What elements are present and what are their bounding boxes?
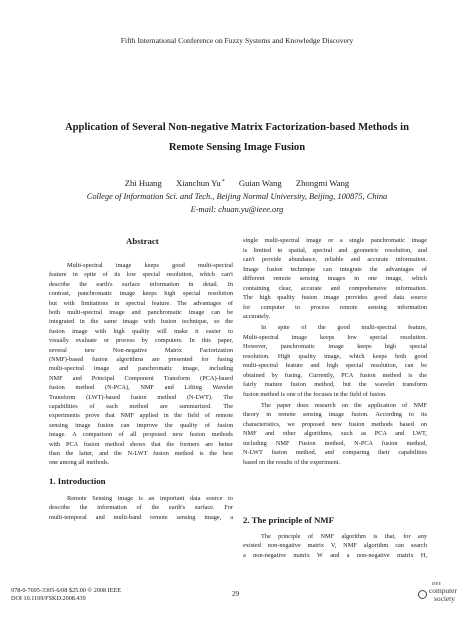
text-line: feature in spite of its low special resolution, which can't bbox=[49, 271, 233, 279]
email: E-mail: chuan.yu@ieee.org bbox=[190, 205, 284, 214]
text-line: Multi-spectral image keeps good multi-spectral bbox=[67, 262, 233, 269]
text-line: can't provide abundance, reliable and accurate information. bbox=[243, 256, 427, 263]
paper-title bbox=[30, 118, 444, 158]
text-line: with PCA fusion method shows that the formers are better bbox=[49, 440, 233, 448]
text-line: including NMF Fusion method, N-PCA fusion method, bbox=[243, 439, 427, 447]
section2-heading: 2. The principle of NMF bbox=[243, 515, 334, 525]
text-line: describe the information of the earth's surface. For bbox=[49, 504, 233, 512]
text-line: but with limitations in spectral feature. The advantages of bbox=[49, 299, 233, 307]
logo-line-2: society bbox=[434, 594, 455, 603]
author-name: Zhi Huang bbox=[124, 178, 162, 188]
footer-copyright bbox=[11, 587, 121, 603]
text-line: both multi-spectral image and panchromatic image can be bbox=[49, 309, 233, 316]
logo-ieee-text: IEEE bbox=[432, 581, 442, 586]
text-line: for computer to process remote sensing information bbox=[243, 303, 427, 311]
author-name: Zhongmi Wang bbox=[295, 178, 350, 188]
text-line: one among all methods. bbox=[49, 459, 110, 467]
text-line: based on the results of the experiment. bbox=[243, 458, 341, 466]
text-line: NMF and Principal Component Transform (PCA)-based bbox=[49, 374, 233, 382]
text-line: obtained by fusing. Currently, PCA fusion method is the bbox=[243, 371, 427, 379]
text-line: integrated in the same image with fusion technique, so the bbox=[49, 318, 233, 326]
text-line: N-LWT fusion method, and comparing their capabilities bbox=[243, 449, 427, 456]
author-name: Guian Wang bbox=[238, 178, 282, 188]
affiliation: College of Information Sci. and Tech., Beijing Normal University, Beijing, 100875, China bbox=[86, 192, 388, 201]
text-line: In spite of the good multi-spectral feature, bbox=[261, 324, 427, 331]
text-line: sensing image fusion can improve the quality of fusion bbox=[49, 421, 233, 429]
text-line: The paper does research on the application of NMF bbox=[261, 401, 427, 409]
text-line: (NMF)-based fusion algorithms are presented for fusing bbox=[49, 356, 233, 363]
intro-heading: 1. Introduction bbox=[49, 476, 106, 486]
text-line: accurately. bbox=[243, 313, 271, 320]
globe-icon bbox=[418, 590, 427, 599]
text-line: multi-temporal and multi-band remote sensing image, a bbox=[49, 513, 233, 521]
author-list bbox=[0, 178, 474, 188]
abstract-heading: Abstract bbox=[126, 236, 159, 246]
title-line-2: Remote Sensing Image Fusion bbox=[168, 142, 306, 153]
logo-line-1: computer bbox=[429, 586, 457, 595]
text-line: contrast, panchromatic image keeps high special resolution bbox=[49, 290, 233, 298]
text-line: than the latter, and the N-LWT fusion method is the best bbox=[49, 450, 233, 457]
text-line: resolution. High quality image, which keeps both good bbox=[243, 352, 427, 360]
text-line: containing clear, accurate and comprehensive information. bbox=[243, 284, 427, 292]
text-line: image. A comparison of all proposed new fusion methods bbox=[49, 431, 233, 439]
author-name-text: Xianchun Yu bbox=[175, 178, 221, 188]
text-line: capabilities of each method are summarized. The bbox=[49, 403, 233, 410]
footer-line-2: DOI 10.1109/FSKD.2008.439 bbox=[11, 595, 86, 602]
text-line: fairly mature fusion method, but the wavelet transform bbox=[243, 381, 427, 388]
text-line: several new Non-negative Matrix Factorization bbox=[49, 346, 233, 354]
text-line: multi-spectral feature and high special resolution, can be bbox=[243, 362, 427, 369]
text-line: visually evaluate or process by computers. In this paper, bbox=[49, 337, 233, 345]
text-line: The principle of NMF algorithm is that, for any bbox=[261, 533, 427, 540]
text-line: fusion method is one of the focuses in the field of fusion. bbox=[243, 390, 387, 398]
author-mark: * bbox=[221, 179, 225, 185]
page-number: 29 bbox=[232, 590, 239, 598]
conference-header: Fifth International Conference on Fuzzy Systems and Knowledge Discovery bbox=[120, 36, 354, 45]
text-line: different remote sensing images in one image, which bbox=[243, 275, 427, 282]
text-line: characteristics, we proposed new fusion methods based on bbox=[243, 420, 427, 428]
text-line: The high quality fusion image provides good data source bbox=[243, 294, 427, 301]
text-line: fusion method (N-PCA), NMF and Lifting Wavelet bbox=[49, 384, 233, 392]
text-line: is limited in spatial, spectral and geometric resolution, and bbox=[243, 246, 427, 254]
text-line: multi-spectral image and panchromatic image, including bbox=[49, 365, 233, 373]
text-line: Multi-spectral image keeps low special resolution. bbox=[243, 333, 427, 341]
computer-society-logo bbox=[418, 581, 472, 607]
text-line: fusion image with high quality will make it easier to bbox=[49, 327, 233, 335]
text-line: theory in remote sensing image fusion. According to its bbox=[243, 411, 427, 418]
text-line: NMF and other algorithms, such as PCA and LWT, bbox=[243, 430, 427, 437]
text-line: a non-negative matrix W and a non-negative matrix H, bbox=[243, 551, 427, 559]
footer-line-1: 978-0-7695-3305-6/08 $25.00 © 2008 IEEE bbox=[11, 587, 122, 594]
title-line-1: Application of Several Non-negative Matrix Factorization-based Methods in bbox=[65, 122, 409, 133]
text-line: Transform (LWT)-based fusion method (N-LWT). The bbox=[49, 393, 233, 401]
text-line: However, panchromatic image keeps high special bbox=[243, 343, 427, 350]
text-line: describe the earth's surface information in detail. In bbox=[49, 280, 233, 288]
text-line: existed non-negative matrix V, NMF algorithm can search bbox=[243, 542, 427, 550]
text-line: Image fusion technique can integrate the advantages of bbox=[243, 265, 427, 273]
text-line: experiments prove that NMF applied in the field of remote bbox=[49, 412, 233, 420]
text-line: single multi-spectral image or a single panchromatic image bbox=[243, 237, 427, 244]
text-line: Remote Sensing image is an important data source to bbox=[67, 495, 233, 502]
author-name bbox=[176, 178, 225, 188]
